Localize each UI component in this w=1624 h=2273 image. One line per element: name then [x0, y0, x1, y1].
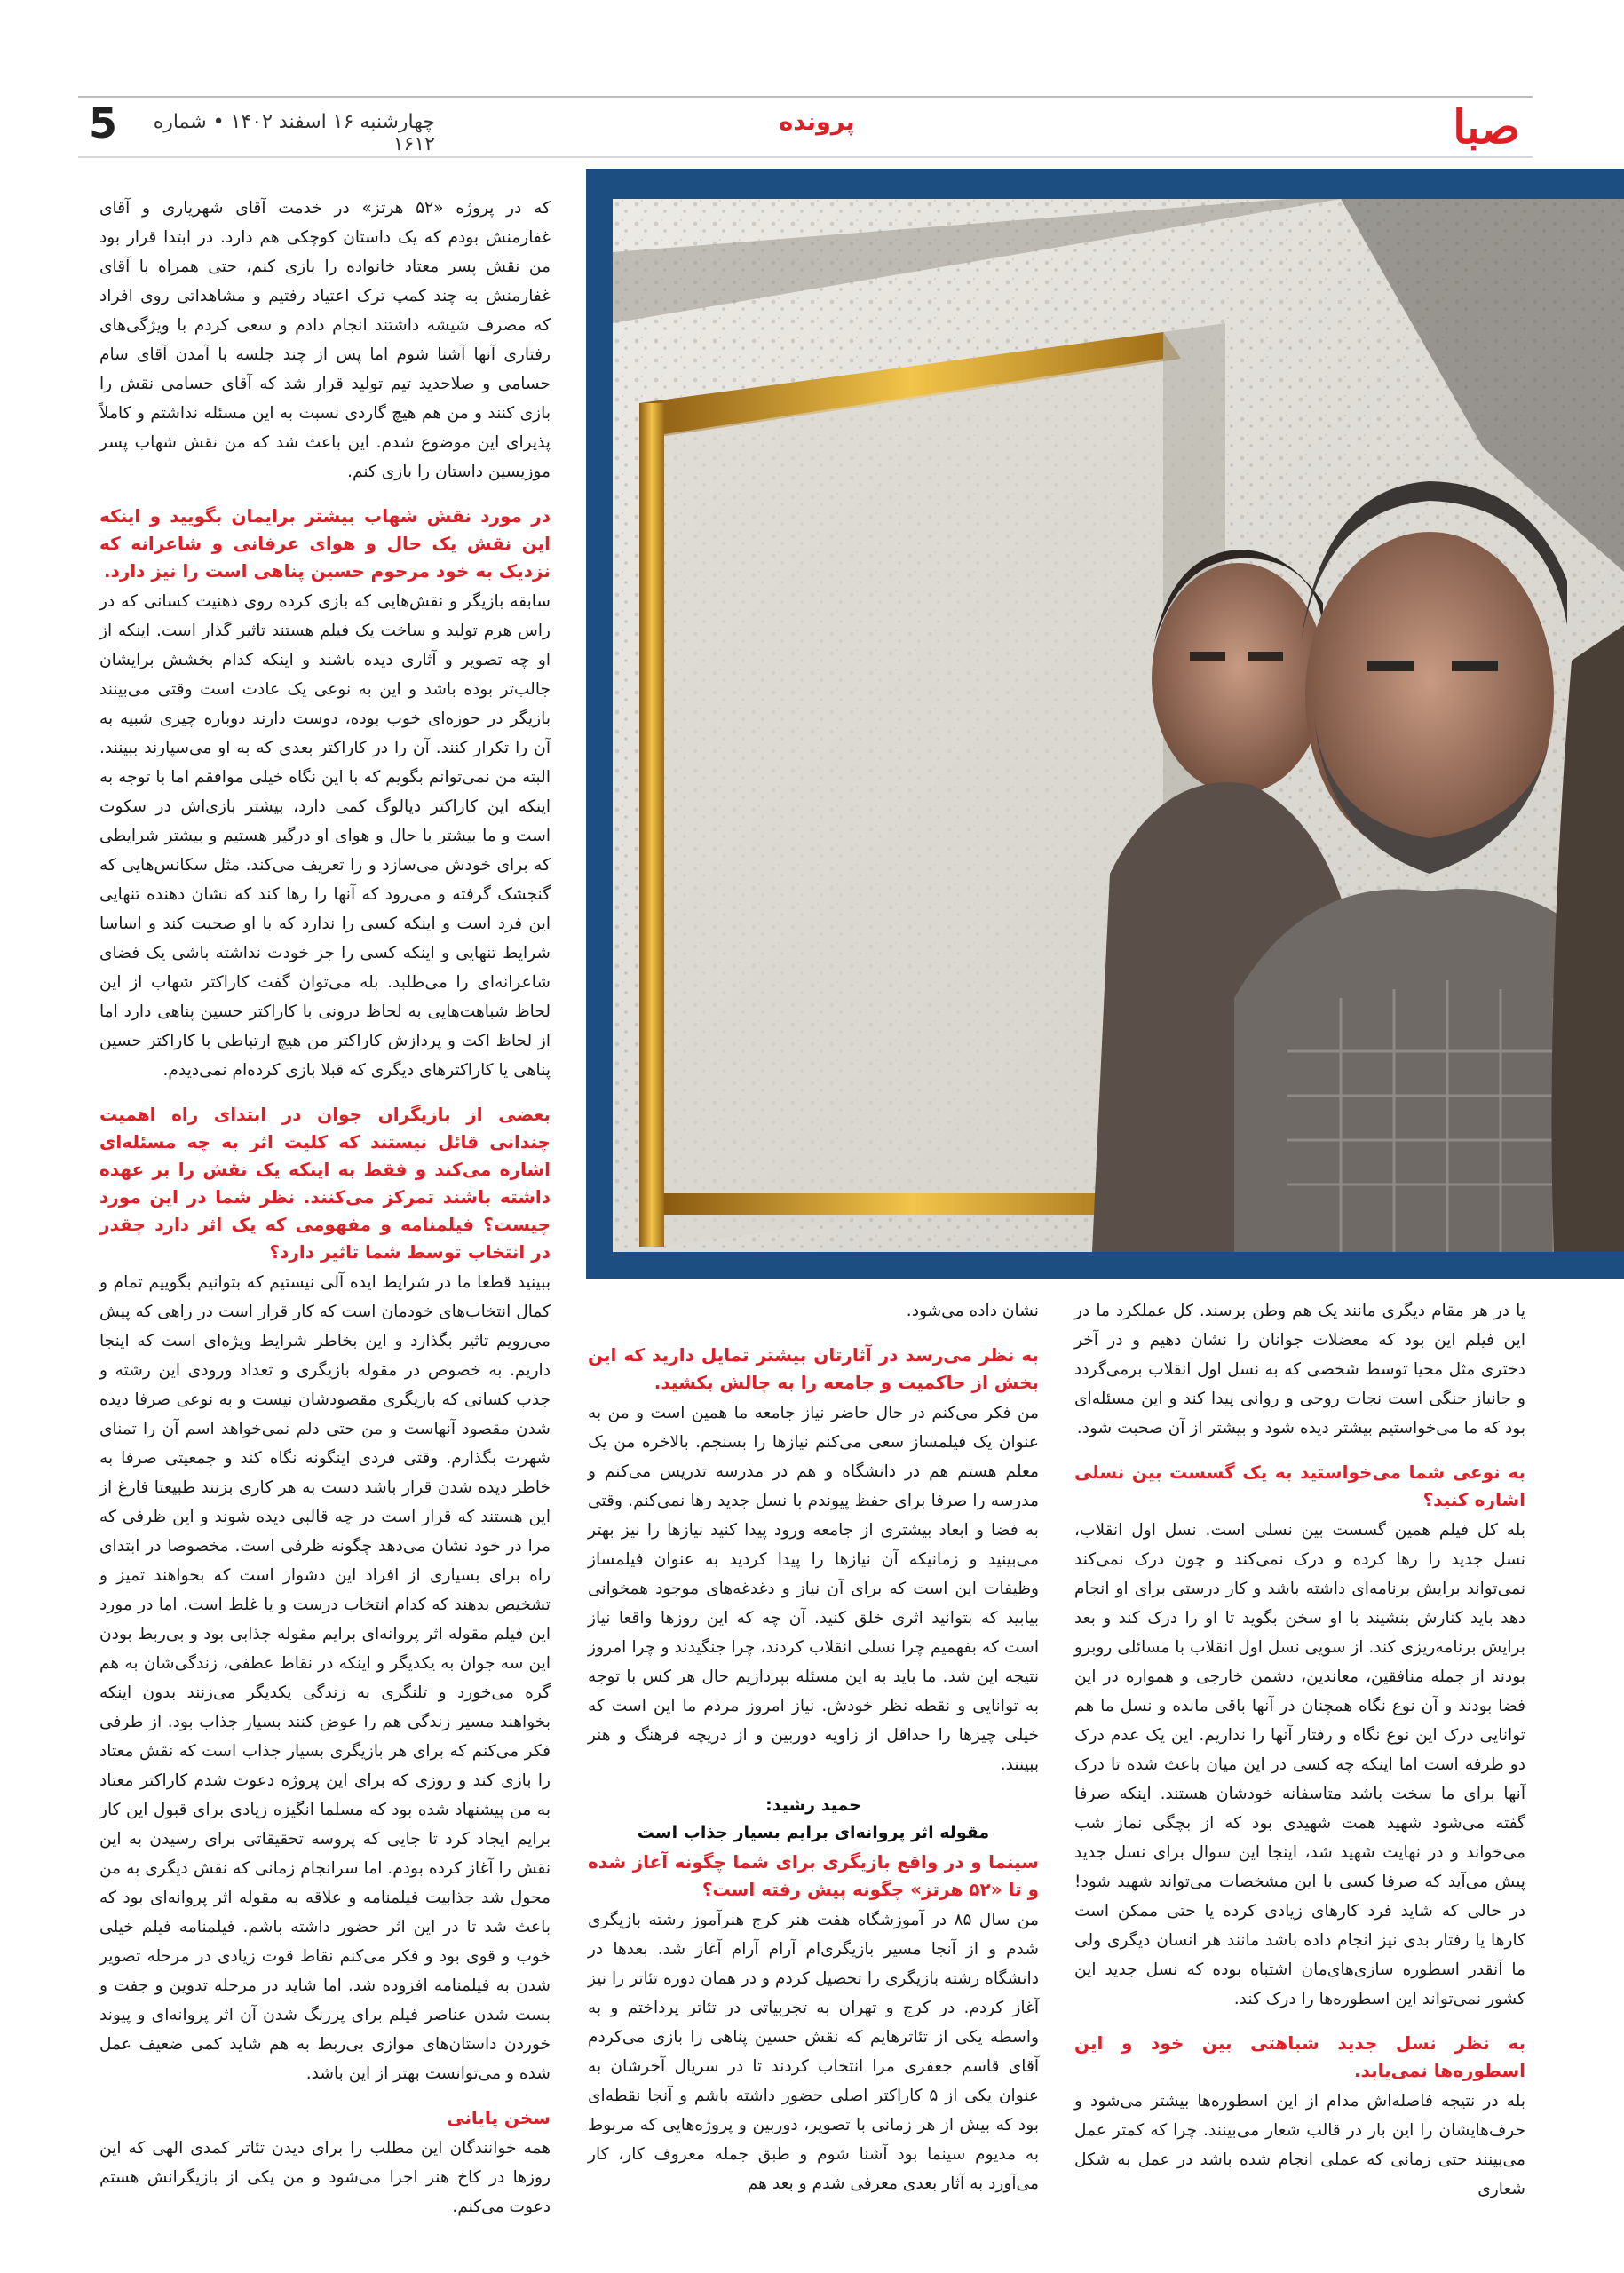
article-column-middle — [588, 1296, 1040, 2193]
paragraph: ببینید قطعا ما در شرایط ایده آلی نیستیم که بتوانیم بگوییم تمام و کمال انتخاب‌های خودمان است که کار قرار است در راهی که پیش می‌رویم تاثیر بگذارد و این بخاطر شرایط ویژه‌ای است که اینجا داریم. به خصوص در مقوله بازیگری و تعداد ورودی این رشته و جذب کسانی که بازیگری مقصودشان نیست و به نوعی صرفا دیده شدن مقصود آنهاست و من حتی دلم نمی‌خواهد اسم آن را تمنای شهرت بگذارم. وقتی فردی اینگونه نگاه کند و جمعیتی صرفا به خاطر دیده شدن قرار باشد دست به هر کاری بزنند طبیعتا فارغ از این هستند که قرار است در چه قالبی دیده شوند و این ظرفی که مرا در خود نشان می‌دهد چگونه ظرفی است. مخصوصا در ابتدای راه برای بسیاری از افراد این دشوار است که بخواهند تمیز و تشخیص بدهند که کدام انتخاب درست و یا غلط است. اما در مورد این فیلم مقوله اثر پروانه‌ای برایم مقوله جذابی بود و بی‌ربط بودن این سه جوان به یکدیگر و اینکه در نقاط عطفی، زندگی‌شان به هم گره می‌خورد و تلنگری به زندگی یکدیگر می‌زنند بدون اینکه بخواهند مسیر زندگی هم را عوض کنند بسیار جذاب بود. از طرفی فکر می‌کنم که برای هر بازیگری بسیار جذاب است که نقش معتاد را بازی کند و روزی که برای این پروژه دعوت شدم کاراکتر معتاد به من پیشنهاد شده بود که مسلما انگیزه زیادی برای قبول این کار برایم ایجاد کرد تا جایی که پروسه تحقیقاتی برای رسیدن به این نقش را آغاز کرده بودم. اما سرانجام زمانی که نقش دیگری به من محول شد جذابیت فیلمنامه و علاقه به مقوله اثر پروانه‌ای بود که باعث شد تا در این اثر حضور داشته باشم. فیلمنامه فیلم خیلی خوب و قوی بود و فکر می‌کنم نقاط قوت زیادی در مرحله تصویر شدن به فیلمنامه افزوده شد. اما شاید در مرحله تدوین و جفت و بست شدن عناصر فیلم برای پررنگ شدن آن اثر پروانه‌ای و پیوند خوردن داستان‌های موازی بی‌ربط به هم شاید کمی ضعیف عمل شده و می‌توانست بهتر از این باشد. — [99, 1273, 551, 2083]
interviewee-name: حمید رشید: — [765, 1795, 861, 1815]
interview-question: سینما و در واقع بازیگری برای شما چگونه آغاز شده و تا «۵۲ هرتز» چگونه پیش رفته است؟ — [588, 1851, 1039, 1900]
interview-question: به نظر می‌رسد در آثارتان بیشتر تمایل دارید که این بخش از حاکمیت و جامعه را به چالش بکشید. — [588, 1344, 1039, 1393]
film-still-photo — [613, 199, 1624, 1252]
page-header — [0, 0, 1624, 169]
article-column-right — [1074, 1296, 1525, 2198]
header-top-rule — [78, 96, 1533, 98]
paragraph: نشان داده می‌شود. — [906, 1302, 1039, 1320]
interview-question: به نوعی شما می‌خواستید به یک گسست بین نسلی اشاره کنید؟ — [1074, 1461, 1525, 1510]
paragraph: که در پروژه «۵۲ هرتز» در خدمت آقای شهریاری و آقای غفارمنش بودم که یک داستان کوچکی هم دارد. در ابتدا قرار بود من نقش پسر معتاد خانواده را بازی کنم، حتی همراه با آقای غفارمنش به چند کمپ ترک اعتیاد رفتیم و مشاهداتی روی افراد که مصرف شیشه داشتند انجام دادم و سعی کردم با ویژگی‌های رفتاری آنها آشنا شوم اما پس از چند جلسه با آمدن آقای سام حسامی و صلاحدید تیم تولید قرار شد که آقای حسامی نقش را بازی کنند و من هم هیچ گاردی نسبت به این مسئله نداشتم و کاملاً پذیرای این موضوع شدم. این باعث شد که من نقش شهاب پسر موزیسین داستان را بازی کنم. — [99, 199, 551, 481]
paragraph: همه خوانندگان این مطلب را برای دیدن تئاتر کمدی الهی که این روزها در کاخ هنر اجرا می‌شود و من یکی از بازیگرانش هستم دعوت می‌کنم. — [99, 2139, 551, 2216]
interview-question: در مورد نقش شهاب بیشتر برایمان بگویید و اینکه این نقش یک حال و هوای عرفانی و شاعرانه که نزدیک به خود مرحوم حسین پناهی است را نیز دارد. — [99, 505, 551, 582]
paragraph: بله کل فیلم همین گسست بین نسلی است. نسل اول انقلاب، نسل جدید را رها کرده و درک نمی‌کند و چون درک نمی‌کند نمی‌تواند برایش برنامه‌ای داشته باشد و کار درستی برای او انجام دهد باید کنارش بنشیند با او سخن بگوید تا او را درک کند و بعد برایش برنامه‌ریزی کند. از سویی نسل اول انقلاب با مسائلی روبرو بودند از جمله منافقین، معاندین، دشمن خارجی و همواره در این فضا بودند و آن نوع نگاه همچنان در آنها باقی مانده و نسل ما هم توانایی درک این نوع نگاه و رفتار آنها را نداریم. این یک عدم درک دو طرفه است اما اینکه چه کسی در این میان باعث شده تا درک آنها برای ما سخت باشد متاسفانه خودشان هستند. اینکه صرفا گفته می‌شود شهید همت شهیدی بود که از بچگی نماز شب می‌خواند و در نهایت شهید شد، اینجا این سوال برای نسل جدید پیش می‌آید که صرفا کسی با این مشخصات می‌تواند شهید شود! در حالی که شاید فرد کارهای زیادی کرده یا حتی ممکن است کارها یا رفتار بدی نیز انجام داده باشد مانند هر انسان دیگری ولی ما آنقدر اسطوره سازی‌های‌مان اشتباه بوده که نسل جدید این کشور نمی‌تواند این اسطوره‌ها را درک کند. — [1074, 1521, 1525, 2008]
paragraph: سابقه بازیگر و نقش‌هایی که بازی کرده روی ذهنیت کسانی که در راس هرم تولید و ساخت یک فیلم هستند تاثیر گذار است. اینکه از او چه تصویر و آثاری دیده باشند و اینکه کدام بخشش برایشان جالب‌تر بوده باشد و این به نوعی یک عادت است وقتی می‌بینند بازیگر در حوزه‌ای خوب بوده، دوست دارند دوباره چیزی شبیه به آن را تکرار کنند. آن را در کاراکتر بعدی که به او می‌سپارند ببینند. البته من نمی‌توانم بگویم که با این نگاه خیلی موافقم اما با توجه به اینکه این کاراکتر دیالوگ کمی دارد، بیشتر بازی‌اش در سکوت است و ما بیشتر با حال و هوای او درگیر هستیم و بیشتر شرایطی که برای خودش می‌سازد و را تعریف می‌کند. مثل سکانس‌هایی که گنجشک گرفته و می‌رود که آنها را رها کند که نشان دهنده تنهایی این فرد است و اینکه کسی را ندارد که با او صحبت کند و اساسا شرایط تنهایی و اینکه کسی را جز خودت نداشته باشی یک فضای شاعرانه‌ای را می‌طلبد. بله می‌توان گفت کاراکتر شهاب از این لحاظ شباهت‌هایی به لحاظ درونی با کاراکتر حسین پناهی دارد اما از لحاظ اکت و پردازش کاراکتر من هیچ ارتباطی با کاراکتر حسین پناهی یا کاراکترهای دیگری که قبلا بازی کرده‌ام نمی‌دیدم. — [99, 592, 551, 1080]
film-still-two-men-icon — [613, 199, 1624, 1252]
newspaper-logo: صبا — [1453, 100, 1520, 154]
issue-date-number: چهارشنبه ۱۶ اسفند ۱۴۰۲ • شماره ۱۶۱۲ — [153, 111, 435, 155]
interview-question: بعضی از بازیگران جوان در ابتدای راه اهمیت چندانی قائل نیستند که کلیت اثر به چه مسئله‌ای اشاره می‌کند و فقط به اینکه یک نقش را بر عهده داشته باشند تمرکز می‌کنند. نظر شما در این مورد چیست؟ فیلمنامه و مفهومی که یک اثر دارد چقدر در انتخاب توسط شما تاثیر دارد؟ — [99, 1104, 551, 1263]
article-column-left — [99, 194, 551, 2216]
paragraph: من سال ۸۵ در آموزشگاه هفت هنر کرج هنرآموز رشته بازیگری شدم و از آنجا مسیر بازیگری‌ام آرام آرام آغاز شد. بعدها در دانشگاه رشته بازیگری را تحصیل کردم و در همان دوره تئاتر را نیز آغاز کردم. در کرج و تهران به تجربیاتی در تئاتر پرداختم و به واسطه یکی از تئاترهایم که نقش حسین پناهی را بازی می‌کردم آقای قاسم جعفری مرا انتخاب کردند تا در سریال آخرشان به عنوان یکی از ۵ کاراکتر اصلی حضور داشته باشم و آنجا نقطه‌ای بود که بیش از هر زمانی با تصویر، دوربین و پروژه‌هایی که مربوط به مدیوم سینما بود آشنا شوم و طبق جمله معروف کار، کار می‌آورد به آثار بعدی معرفی شدم و بعد هم — [588, 1911, 1040, 2193]
section-title: پرونده — [779, 108, 855, 136]
sub-article-title: مقوله اثر پروانه‌ای برایم بسیار جذاب است — [637, 1823, 990, 1842]
paragraph: بله در نتیجه فاصله‌اش مدام از این اسطوره‌ها بیشتر می‌شود و حرف‌هایشان را این بار در قالب شعار می‌بینند. چرا که کمتر عمل می‌بینند حتی زمانی که عملی انجام شده باشد در عمل به شکل شعاری — [1074, 2092, 1525, 2198]
header-bottom-rule — [78, 156, 1533, 158]
interview-question: به نظر نسل جدید شباهتی بین خود و این اسطوره‌ها نمی‌یابد. — [1074, 2032, 1525, 2081]
paragraph: یا در هر مقام دیگری مانند یک هم وطن برسند. کل عملکرد ما در این فیلم این بود که معضلات جوانان را نشان دهیم و در آخر دختری مثل محیا توسط شخصی که به نسل اول انقلاب برمی‌گردد و جانباز جنگی است نجات روحی و روانی پیدا کند و این مسئله‌ای بود که ما می‌خواستیم بیشتر دیده شود و بیشتر از آن صحبت شود. — [1074, 1302, 1525, 1437]
paragraph: من فکر می‌کنم در حال حاضر نیاز جامعه ما همین است و من به عنوان یک فیلمساز سعی می‌کنم نیازها را بسنجم. بالاخره من یک معلم هستم هم در دانشگاه و هم در مدرسه تدریس می‌کنم و مدرسه را صرفا برای حفظ پیوندم با نسل جدید رها نمی‌کنم. وقتی به فضا و ابعاد بیشتری از جامعه ورود پیدا کنید نیازها را نیز بهتر می‌بینید و زمانیکه آن نیازها را پیدا کردید به عنوان فیلمساز وظیفات این است که برای آن نیاز و دغدغه‌های موجود همخوانی بیابید که بتوانید اثری خلق کنید. آن چه که این روزها واقعا نیاز است که بفهمیم چرا نسلی انقلاب کردند، چرا جنگیدند و چرا امروز نتیجه این شد. ما باید به این مسئله بپردازیم حال هر کس با توجه به توانایی و نقطه نظر خودش. نیاز امروز مردم ما این است که خیلی چیزها را حداقل از زاویه دوربین و از دریچه فرهنگ و هنر ببینند. — [588, 1404, 1039, 1774]
page-number: 5 — [89, 99, 118, 147]
closing-heading: سخن پایانی — [447, 2107, 551, 2128]
